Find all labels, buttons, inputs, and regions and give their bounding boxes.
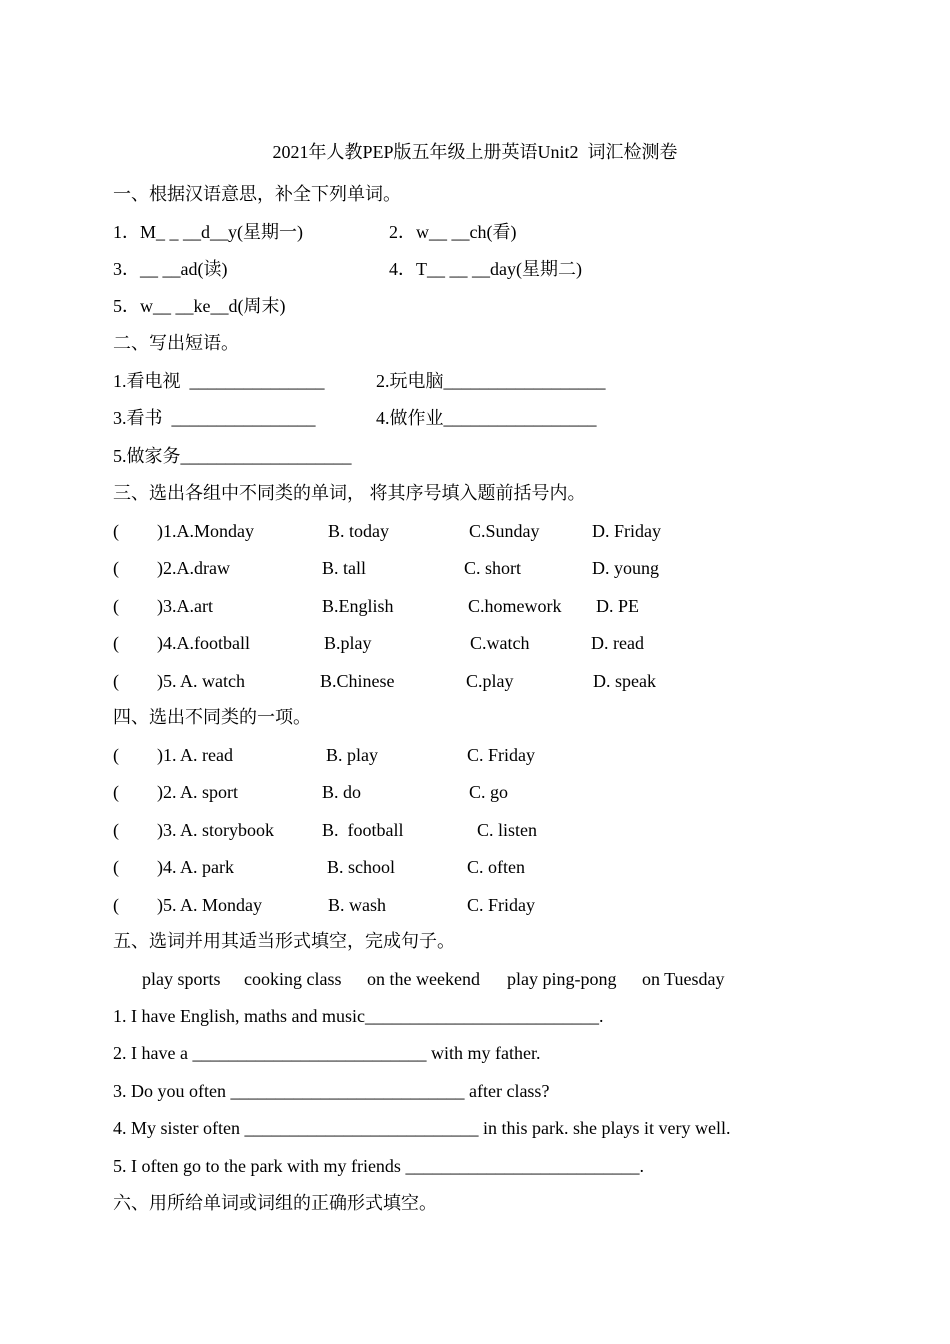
s2-item-3: 3.看书 ________________ (113, 408, 316, 428)
section-5-heading: 五、选词并用其适当形式填空，完成句子。 (113, 931, 455, 951)
answer-bracket: ( (113, 595, 119, 616)
question-option: B. wash (328, 894, 386, 915)
s2-item-4: 4.做作业_________________ (376, 408, 597, 428)
question-option: C. Friday (467, 894, 536, 915)
answer-bracket: ( (113, 894, 119, 915)
question-option: D. young (592, 558, 659, 579)
s5-sentence-1: 1. I have English, maths and music__________________________. (113, 1006, 604, 1026)
question-option: C.homework (468, 595, 562, 616)
question-option-a: )3. A. storybook (157, 819, 274, 840)
answer-bracket: ( (113, 633, 119, 654)
answer-bracket: ( (113, 819, 119, 840)
question-option-a: )4. A. park (157, 857, 234, 878)
question-option-a: )3.A.art (157, 595, 213, 616)
section-3-heading: 三、选出各组中不同类的单词， 将其序号填入题前括号内。 (113, 483, 586, 503)
s2-item-1: 1.看电视 _______________ (113, 371, 325, 391)
section-1-heading: 一、根据汉语意思，补全下列单词。 (113, 184, 401, 204)
question-option: B.English (322, 595, 394, 616)
question-option: D. read (591, 633, 644, 654)
s5-sentence-3: 3. Do you often __________________________ after class? (113, 1081, 550, 1101)
question-option: C.watch (470, 633, 530, 654)
question-option-a: )2. A. sport (157, 782, 238, 803)
question-option-a: )2.A.draw (157, 558, 230, 579)
question-option: D. Friday (592, 521, 661, 541)
question-option: B.Chinese (320, 670, 395, 691)
question-option: C. Friday (467, 745, 536, 765)
question-option: D. speak (593, 670, 656, 691)
question-option-a: )5. A. Monday (157, 894, 262, 915)
question-option-a: )1. A. read (157, 745, 233, 765)
s2-item-2: 2.玩电脑__________________ (376, 371, 606, 391)
question-option-a: )1.A.Monday (157, 521, 254, 541)
answer-bracket: ( (113, 521, 119, 541)
answer-bracket: ( (113, 558, 119, 579)
s5-sentence-5: 5. I often go to the park with my friends __________________________. (113, 1156, 644, 1176)
question-option: B. football (322, 819, 404, 840)
section-6-heading: 六、用所给单词或词组的正确形式填空。 (113, 1193, 437, 1213)
s2-item-5: 5.做家务___________________ (113, 446, 352, 466)
question-option: C.Sunday (469, 521, 540, 541)
question-option-a: )4.A.football (157, 633, 250, 654)
s5-sentence-4: 4. My sister often __________________________ in this park. she plays it very well. (113, 1118, 731, 1138)
section-4-heading: 四、选出不同类的一项。 (113, 707, 311, 727)
s1-item-4: 4．T__ __ __day(星期二) (389, 259, 582, 279)
question-option-a: )5. A. watch (157, 670, 245, 691)
question-option: B. play (326, 745, 378, 765)
question-option: C. go (469, 782, 509, 803)
word-bank-option: play sports (142, 969, 221, 989)
question-option: C. often (467, 857, 525, 878)
s1-item-3: 3．__ __ad(读) (113, 259, 228, 279)
word-bank-option: play ping-pong (507, 969, 617, 989)
question-option: B. do (322, 782, 362, 803)
question-option: C. listen (477, 819, 538, 840)
question-option: B.play (324, 633, 372, 654)
page-title: 2021年人教PEP版五年级上册英语Unit2 词汇检测卷 (272, 142, 678, 162)
s5-sentence-2: 2. I have a __________________________ with my father. (113, 1043, 541, 1063)
question-option: B. today (328, 521, 389, 541)
answer-bracket: ( (113, 857, 119, 878)
s1-item-5: 5．w__ __ke__d(周末) (113, 296, 286, 316)
answer-bracket: ( (113, 782, 119, 803)
question-option: B. school (327, 857, 396, 878)
question-option: B. tall (322, 558, 366, 579)
s1-item-2: 2．w__ __ch(看) (389, 222, 517, 242)
word-bank-option: on Tuesday (642, 969, 725, 989)
s1-item-1: 1．M_ _ __d__y(星期一) (113, 222, 303, 242)
word-bank-option: on the weekend (367, 969, 480, 989)
question-option: C.play (466, 670, 514, 691)
answer-bracket: ( (113, 670, 119, 691)
word-bank-option: cooking class (244, 969, 342, 989)
answer-bracket: ( (113, 745, 119, 765)
question-option: D. PE (596, 595, 640, 616)
section-2-heading: 二、写出短语。 (113, 333, 239, 353)
question-option: C. short (464, 558, 522, 579)
